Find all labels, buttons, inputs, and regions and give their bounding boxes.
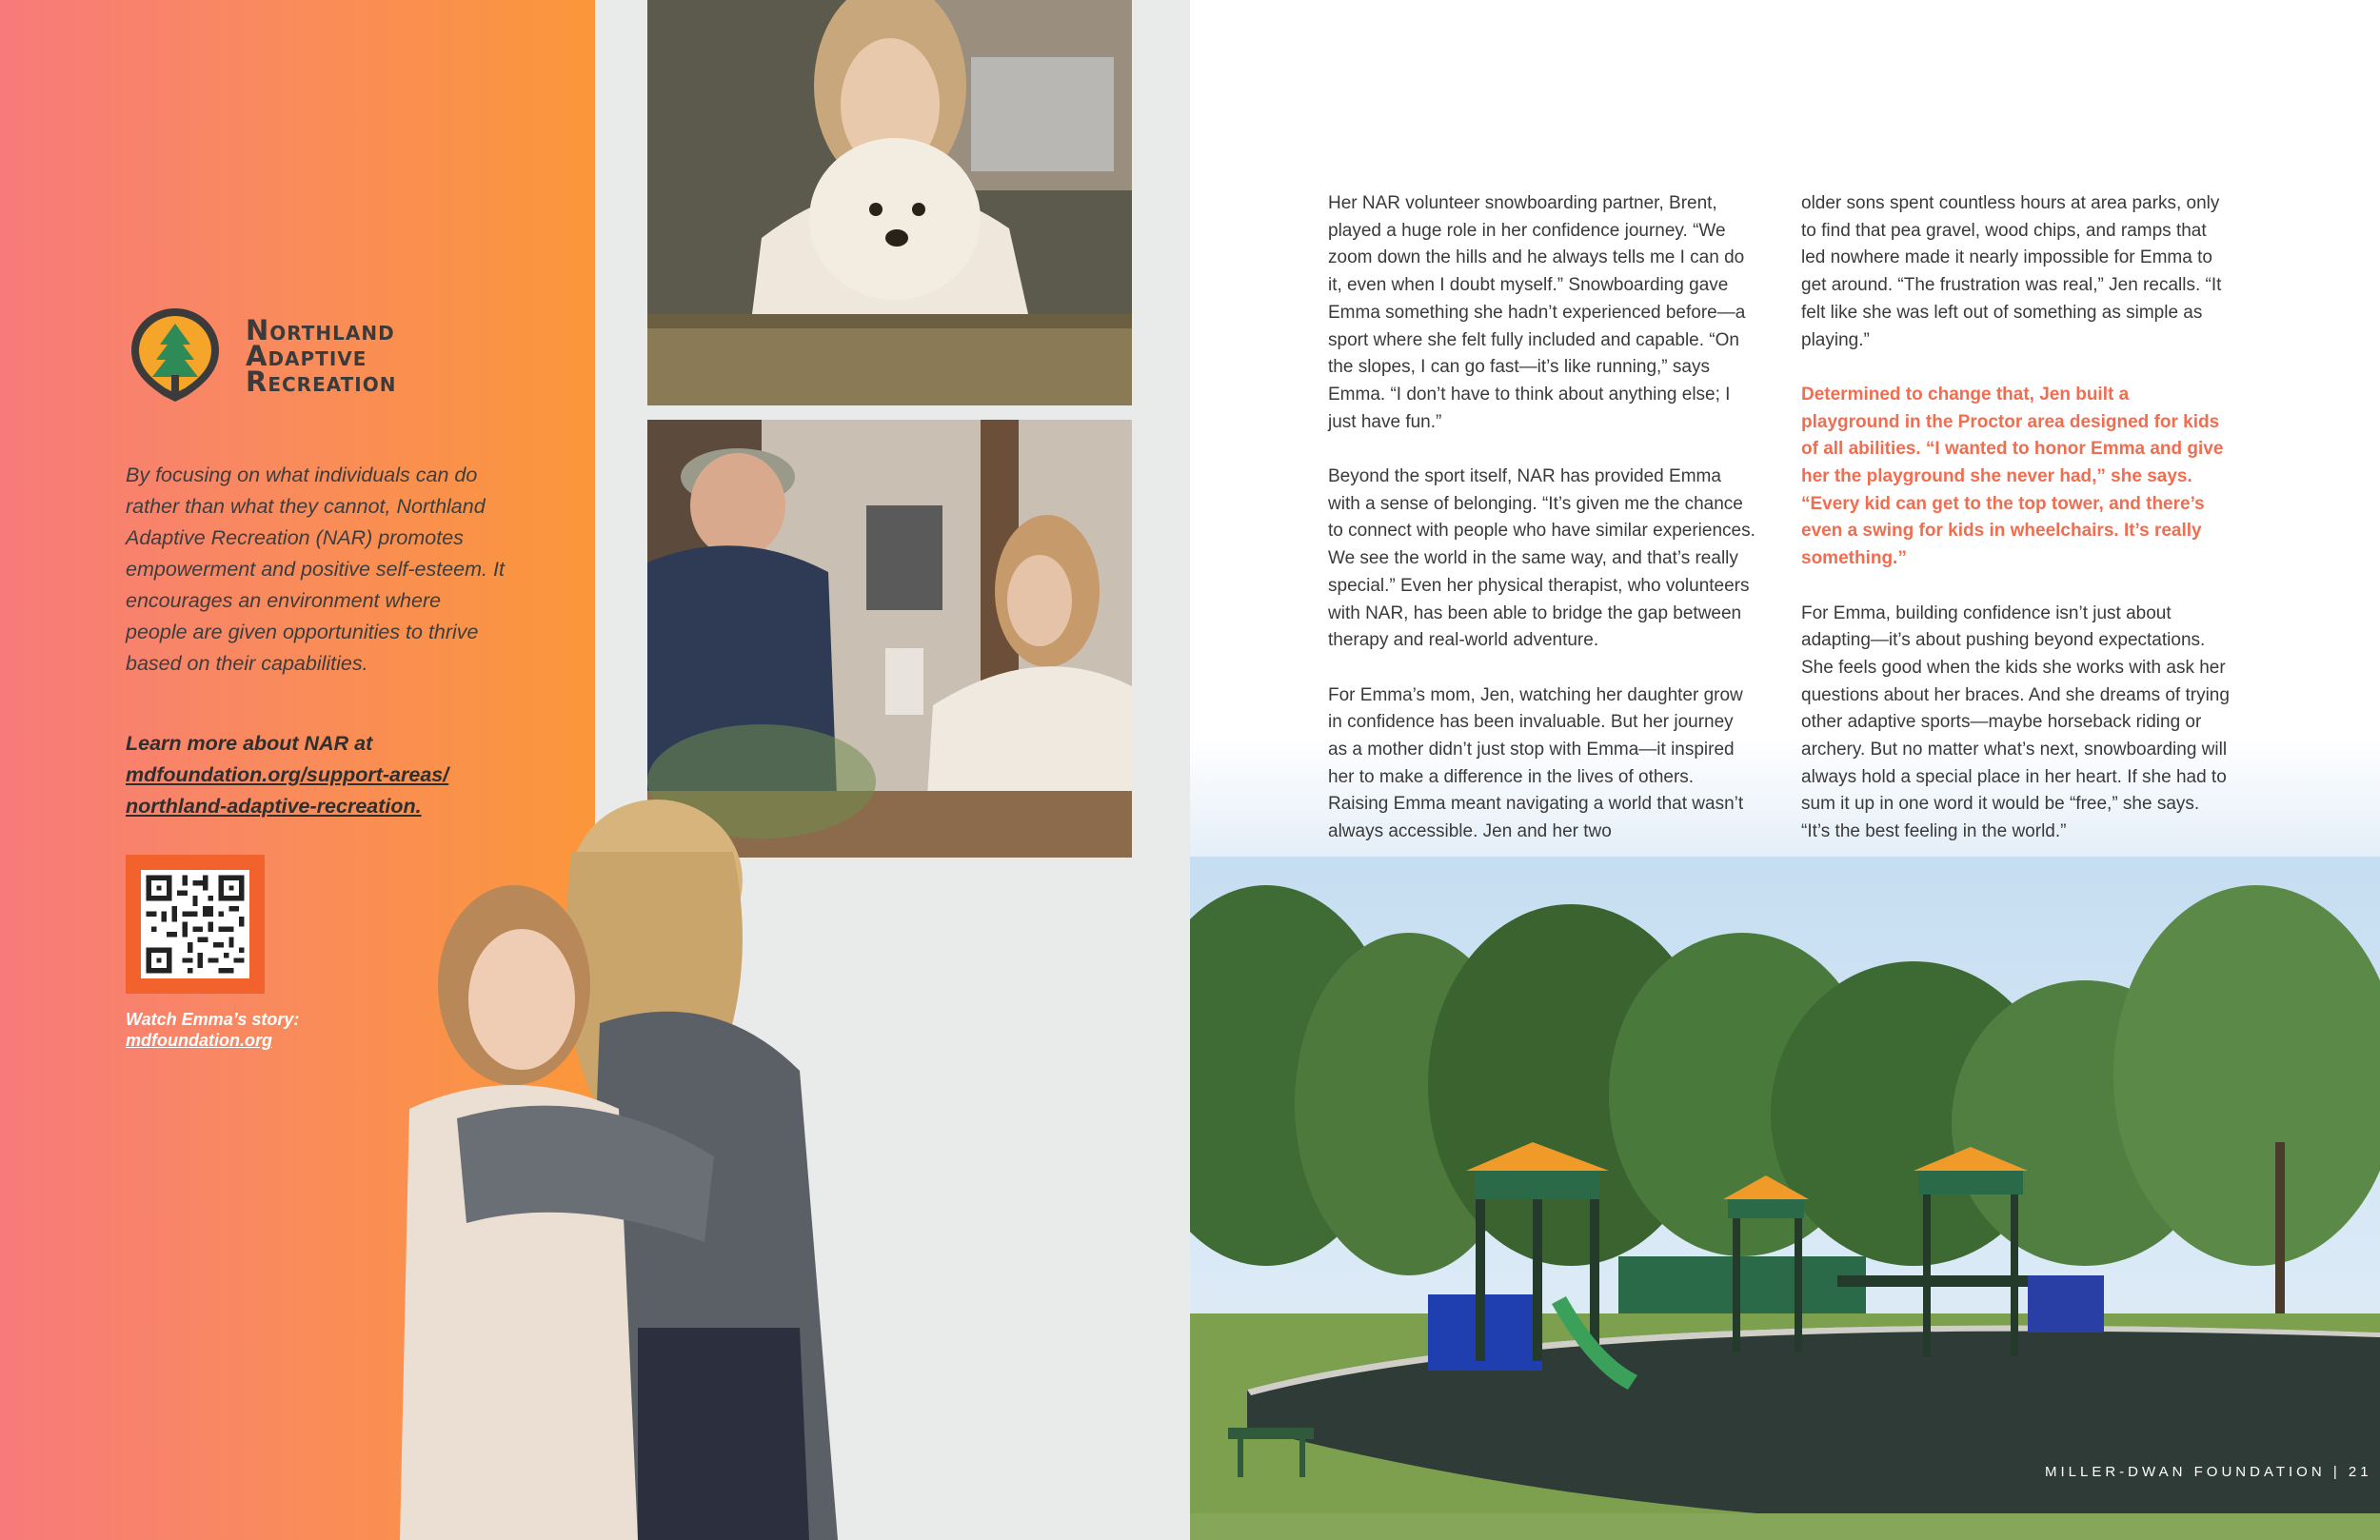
nar-link-line-1[interactable]: mdfoundation.org/support-areas/ (126, 763, 449, 786)
watch-story-label: Watch Emma’s story: (126, 1010, 300, 1029)
photo-kitchen-art (647, 420, 1132, 858)
article-paragraph: Beyond the sport itself, NAR has provided Emma with a sense of belonging. “It’s given me the chance to connect with people who have similar experiences. We see the world in the same way, and that’s really special.” Even her physical therapist, who volunteers with NAR, has been able to bridge the gap between therapy and real-world adventure. (1328, 466, 1755, 651)
qr-code-frame[interactable] (126, 855, 265, 994)
article-column-2 (1801, 190, 2230, 874)
nar-logo-wordmark (246, 314, 397, 398)
pine-tree-sun-icon (126, 303, 225, 402)
watch-story-link[interactable]: mdfoundation.org (126, 1031, 272, 1050)
article-paragraph: older sons spent countless hours at area parks, only to find that pea gravel, wood chips, and ramps that led nowhere made it nearly impossible for Emma to get around. “The frustration was real,” Jen recalls. “It felt like she was left out of something as simple as playing.” (1801, 193, 2222, 350)
learn-more-lead: Learn more about NAR at (126, 732, 373, 755)
logo-line-1: Northland (246, 314, 395, 346)
footer-separator: | (2332, 1464, 2341, 1480)
nar-link-line-2[interactable]: northland-adaptive-recreation. (126, 795, 422, 818)
logo-line-3: Recreation (246, 365, 397, 398)
photo-emma-with-dog (647, 0, 1132, 405)
photo-emma-with-dog-art (647, 0, 1132, 405)
page-number: 21 (2348, 1464, 2372, 1480)
photo-playground (1190, 857, 2380, 1540)
photo-playground-art (1190, 857, 2380, 1540)
photo-hug-art (400, 795, 857, 1540)
intro-text: By focusing on what individuals can do rather than what they cannot, Northland Adaptive Recreation (NAR) promotes empowerment and positive self-esteem. It encourages an environment where people are given opportunities to thrive based on their capabilities. (126, 464, 505, 675)
page-footer (2045, 1464, 2372, 1480)
photo-kitchen-conversation (647, 420, 1132, 858)
qr-code-art (141, 870, 249, 978)
footer-org: MILLER-DWAN FOUNDATION (2045, 1464, 2326, 1480)
logo-line-2: Adaptive (246, 340, 367, 372)
learn-more-block (126, 728, 526, 822)
article-paragraph: Her NAR volunteer snowboarding partner, Brent, played a huge role in her confidence journey. “We zoom down the hills and he always tells me I can do it, even when I doubt myself.” Snowboarding gave Emma something she hadn’t experienced before—a sport where she felt fully included and capable. “On the slopes, I can go fast—it’s like running,” says Emma. “I don’t have to think about anything else; I just have fun.” (1328, 193, 1746, 432)
qr-code-icon[interactable] (141, 870, 249, 978)
photo-mother-daughter-hug (400, 795, 857, 1540)
article-paragraph: For Emma’s mom, Jen, watching her daughter grow in confidence has been invaluable. But her journey as a mother didn’t just stop with Emma—it inspired her to make a difference in the lives of others. Raising Emma meant navigating a world that wasn’t always accessible. Jen and her two (1328, 684, 1744, 842)
watch-story-block (126, 1009, 299, 1051)
article-column-1 (1328, 190, 1756, 874)
right-page (1190, 0, 2380, 1540)
article-paragraph: For Emma, building confidence isn’t just about adapting—it’s about pushing beyond expectations. She feels good when the kids she works with ask her questions about her braces. And she dreams of trying other adaptive sports—maybe horseback riding or archery. But no matter what’s next, snowboarding will always hold a special place in her heart. If she had to sum it up in one word it would be “free,” she says. “It’s the best feeling in the world.” (1801, 602, 2230, 842)
pull-quote: Determined to change that, Jen built a playground in the Proctor area designed for kids of all abilities. “I wanted to honor Emma and give her the playground she never had,” she says. “Every kid can get to the top tower, and there’s even a swing for kids in wheelchairs. It’s really something.” (1801, 384, 2224, 569)
